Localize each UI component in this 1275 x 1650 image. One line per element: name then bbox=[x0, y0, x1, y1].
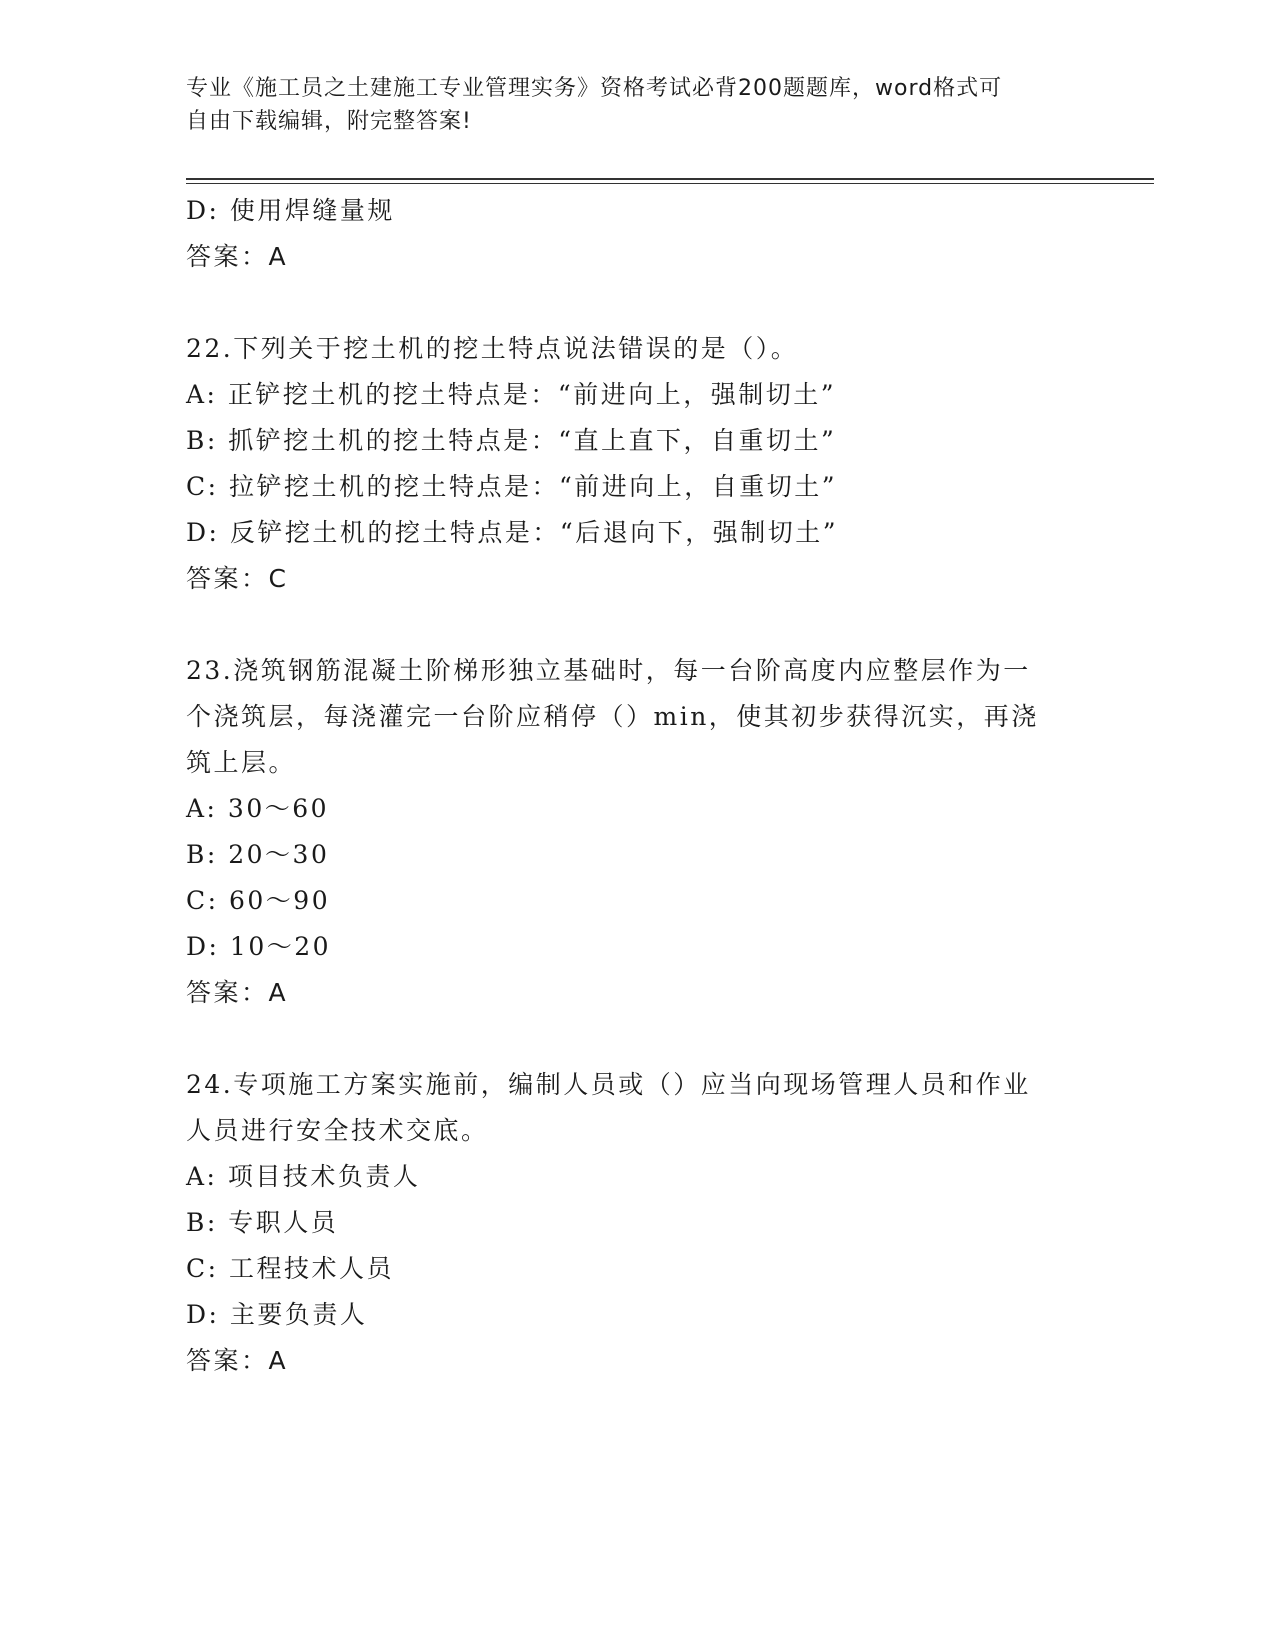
answer: 答案：A bbox=[186, 978, 289, 1007]
option-d: D: 10～20 bbox=[186, 932, 332, 961]
question-text: 人员进行安全技术交底。 bbox=[186, 1116, 489, 1145]
question-text: 24.专项施工方案实施前，编制人员或（）应当向现场管理人员和作业 bbox=[186, 1070, 1031, 1099]
spacer bbox=[186, 280, 1086, 326]
header-line-2: 自由下载编辑，附完整答案! bbox=[186, 109, 472, 134]
spacer bbox=[186, 602, 1086, 648]
question-text: 23.浇筑钢筋混凝土阶梯形独立基础时，每一台阶高度内应整层作为一 bbox=[186, 656, 1031, 685]
option-b: B: 专职人员 bbox=[186, 1208, 339, 1237]
question-text: 筑上层。 bbox=[186, 748, 297, 777]
header-divider-thick bbox=[186, 178, 1154, 180]
question-23 bbox=[186, 648, 1086, 1016]
question-24 bbox=[186, 1062, 1086, 1384]
option-b: B: 20～30 bbox=[186, 840, 330, 869]
spacer bbox=[186, 1016, 1086, 1062]
option-d: D: 反铲挖土机的挖土特点是：“后退向下，强制切土” bbox=[186, 518, 838, 547]
question-text: 个浇筑层，每浇灌完一台阶应稍停（）min，使其初步获得沉实，再浇 bbox=[186, 702, 1039, 731]
option-a: A: 正铲挖土机的挖土特点是：“前进向上，强制切土” bbox=[186, 380, 836, 409]
document-header bbox=[186, 72, 1086, 138]
option-a: A: 30～60 bbox=[186, 794, 330, 823]
answer: 答案：A bbox=[186, 242, 289, 271]
header-divider-thin bbox=[186, 183, 1154, 184]
option-b: B: 抓铲挖土机的挖土特点是：“直上直下，自重切土” bbox=[186, 426, 837, 455]
question-text: 22.下列关于挖土机的挖土特点说法错误的是（）。 bbox=[186, 334, 799, 363]
answer: 答案：A bbox=[186, 1346, 289, 1375]
option-c: C: 工程技术人员 bbox=[186, 1254, 394, 1283]
option-d: D: 主要负责人 bbox=[186, 1300, 368, 1329]
previous-question-tail bbox=[186, 188, 1086, 280]
document-body bbox=[186, 188, 1086, 1384]
option-c: C: 拉铲挖土机的挖土特点是：“前进向上，自重切土” bbox=[186, 472, 838, 501]
header-line-1: 专业《施工员之土建施工专业管理实务》资格考试必背200题题库，word格式可 bbox=[186, 76, 1003, 101]
option-d: D: 使用焊缝量规 bbox=[186, 196, 395, 225]
answer: 答案：C bbox=[186, 564, 289, 593]
question-22 bbox=[186, 326, 1086, 602]
option-c: C: 60～90 bbox=[186, 886, 331, 915]
option-a: A: 项目技术负责人 bbox=[186, 1162, 421, 1191]
